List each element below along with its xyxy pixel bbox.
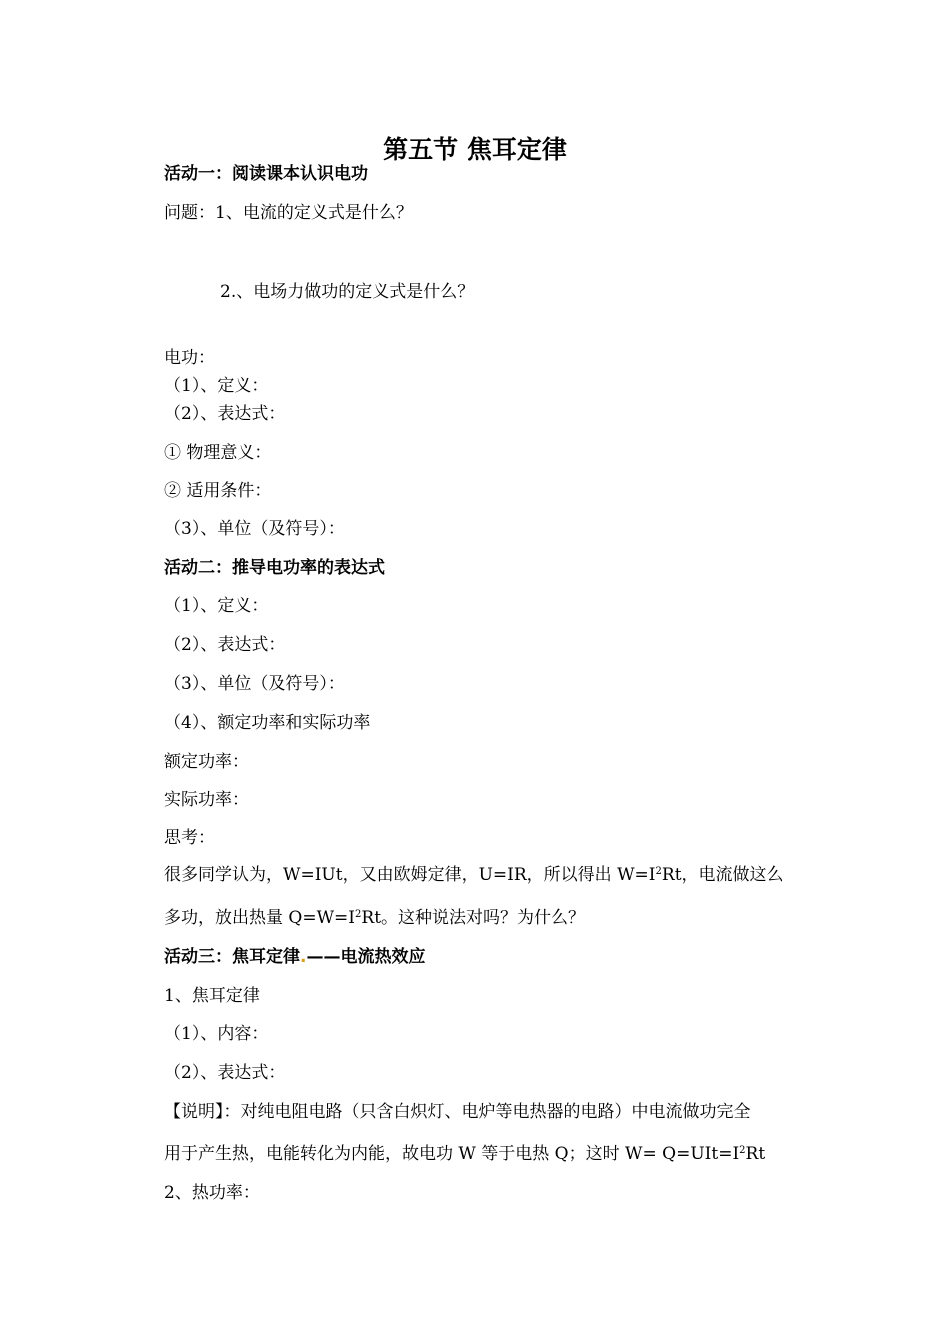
power-expression: （2）、表达式： xyxy=(164,635,286,655)
question-1: 问题：1、电流的定义式是什么？ xyxy=(164,203,413,223)
applicable-condition: ② 适用条件： xyxy=(164,481,272,501)
page-title: 第五节 焦耳定律 xyxy=(383,135,567,164)
question-2: 2.、电场力做功的定义式是什么？ xyxy=(220,282,475,302)
think-line-2: 多功，放出热量 $Q=W=I^2Rt$。这种说法对吗？为什么？ xyxy=(164,908,586,928)
activity1-heading: 活动一：阅读课本认识电功 xyxy=(164,164,368,184)
work-unit: （3）、单位（及符号）： xyxy=(164,519,345,539)
law-expression: （2）、表达式： xyxy=(164,1063,286,1083)
rated-power: 额定功率： xyxy=(164,752,249,772)
work-expression: （2）、表达式： xyxy=(164,404,286,424)
power-unit: （3）、单位（及符号）： xyxy=(164,674,345,694)
physical-meaning: ① 物理意义： xyxy=(164,443,272,463)
law-content: （1）、内容： xyxy=(164,1024,269,1044)
rated-actual-power: （4）、额定功率和实际功率 xyxy=(164,713,371,733)
actual-power: 实际功率： xyxy=(164,790,249,810)
think-line-1: 很多同学认为，W=IUt，又由欧姆定律，U=IR，所以得出 $W=I^2Rt$，电流做这么 xyxy=(164,865,784,885)
electric-work-label: 电功： xyxy=(164,348,215,368)
activity3-heading: 活动三：焦耳定律.——电流热效应 xyxy=(164,947,426,967)
work-definition: （1）、定义： xyxy=(164,376,269,396)
power-definition: （1）、定义： xyxy=(164,596,269,616)
note-line-2: 用于产生热，电能转化为内能，故电功 W 等于电热 Q；这时 $W= Q=UIt=I^2Rt$ xyxy=(164,1144,766,1164)
note-line-1: 【说明】：对纯电阻电路（只含白炽灯、电炉等电热器的电路）中电流做功完全 xyxy=(164,1102,751,1122)
heat-power: 2、热功率： xyxy=(164,1183,260,1203)
joule-law: 1、焦耳定律 xyxy=(164,986,260,1006)
activity2-heading: 活动二：推导电功率的表达式 xyxy=(164,558,385,578)
think-label: 思考： xyxy=(164,828,215,848)
